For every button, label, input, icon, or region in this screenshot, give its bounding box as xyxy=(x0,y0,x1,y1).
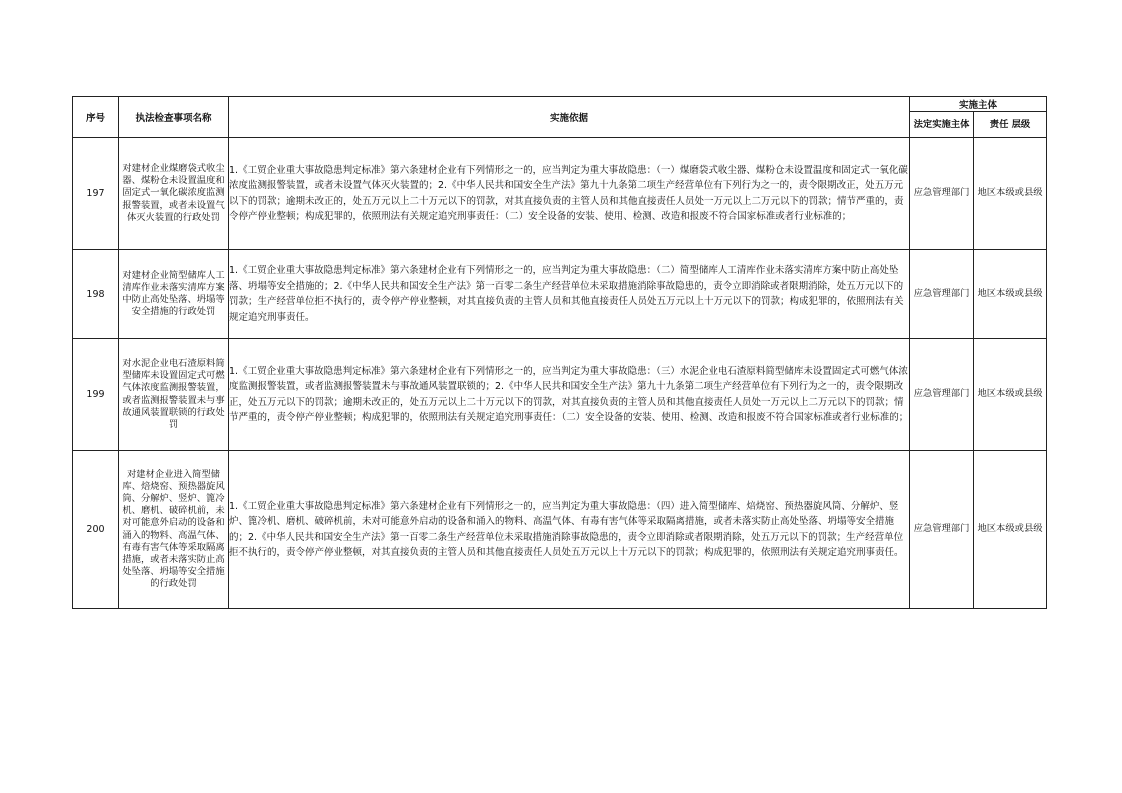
header-item-name: 执法检查事项名称 xyxy=(119,97,229,138)
table-row xyxy=(73,250,1047,339)
row-level: 地区本级或县级 xyxy=(974,250,1047,339)
row-seq: 197 xyxy=(73,138,119,250)
row-legal-subject: 应急管理部门 xyxy=(910,138,974,250)
enforcement-items-table xyxy=(72,96,1047,609)
row-basis: 1.《工贸企业重大事故隐患判定标准》第六条建材企业有下列情形之一的，应当判定为重大事故隐患：（三）水泥企业电石渣原料简型储库未设置固定式可燃气体浓度监测报警装置，或者监测报警装置未与事故通风装置联锁的；2.《中华人民共和国安全生产法》第九十九条第二项生产经营单位有下列行为之一的，责令限期改正，处五万元以下的罚款；逾期未改正的，处五万元以上二十万元以下的罚款，对其直接负责的主管人员和其他直接责任人员处一万元以上二万元以下的罚款；情节严重的，责令停产停业整顿；构成犯罪的，依照刑法有关规定追究刑事责任：（二）安全设备的安装、使用、检测、改造和报废不符合国家标准或者行业标准的； xyxy=(229,339,910,451)
row-item-name: 对水泥企业电石渣原料简型储库未设置固定式可燃气体浓度监测报警装置，或者监测报警装置未与事故通风装置联锁的行政处罚 xyxy=(119,339,229,451)
row-level: 地区本级或县级 xyxy=(974,339,1047,451)
table-row xyxy=(73,451,1047,609)
row-legal-subject: 应急管理部门 xyxy=(910,339,974,451)
row-level: 地区本级或县级 xyxy=(974,451,1047,609)
header-level: 责任 层级 xyxy=(974,112,1047,138)
table-row xyxy=(73,138,1047,250)
row-item-name: 对建材企业进入简型储库、焙烧窑、预热器旋风筒、分解炉、竖炉、篦冷机、磨机、破碎机前，未对可能意外启动的设备和涌入的物料、高温气体、有毒有害气体等采取隔离措施，或者未落实防止高处坠落、坍塌等安全措施的行政处罚 xyxy=(119,451,229,609)
header-legal-subject: 法定实施主体 xyxy=(910,112,974,138)
row-legal-subject: 应急管理部门 xyxy=(910,250,974,339)
row-level: 地区本级或县级 xyxy=(974,138,1047,250)
row-item-name: 对建材企业煤磨袋式收尘器、煤粉仓未设置温度和固定式一氧化碳浓度监测报警装置，或者未设置气体灭火装置的行政处罚 xyxy=(119,138,229,250)
header-basis: 实施依据 xyxy=(229,97,910,138)
table-row xyxy=(73,339,1047,451)
row-basis: 1.《工贸企业重大事故隐患判定标准》第六条建材企业有下列情形之一的，应当判定为重大事故隐患：（二）简型储库人工清库作业未落实清库方案中防止高处坠落、坍塌等安全措施的；2.《中华人民共和国安全生产法》第一百零二条生产经营单位未采取措施消除事故隐患的，责令立即消除或者限期消除，处五万元以下的罚款；生产经营单位拒不执行的，责令停产停业整顿，对其直接负责的主管人员和其他直接责任人员处五万元以上十万元以下的罚款；构成犯罪的，依照刑法有关规定追究刑事责任。 xyxy=(229,250,910,339)
row-seq: 199 xyxy=(73,339,119,451)
row-legal-subject: 应急管理部门 xyxy=(910,451,974,609)
row-basis: 1.《工贸企业重大事故隐患判定标准》第六条建材企业有下列情形之一的，应当判定为重大事故隐患：（四）进入简型储库、焙烧窑、预热器旋风筒、分解炉、竖炉、篦冷机、磨机、破碎机前，未对可能意外启动的设备和涌入的物料、高温气体、有毒有害气体等采取隔离措施，或者未落实防止高处坠落、坍塌等安全措施的；2.《中华人民共和国安全生产法》第一百零二条生产经营单位未采取措施消除事故隐患的，责令立即消除或者限期消除，处五万元以下的罚款；生产经营单位拒不执行的，责令停产停业整顿，对其直接负责的主管人员和其他直接责任人员处五万元以上十万元以下的罚款；构成犯罪的，依照刑法有关规定追究刑事责任。 xyxy=(229,451,910,609)
row-seq: 200 xyxy=(73,451,119,609)
row-basis: 1.《工贸企业重大事故隐患判定标准》第六条建材企业有下列情形之一的，应当判定为重大事故隐患：（一）煤磨袋式收尘器、煤粉仓未设置温度和固定式一氧化碳浓度监测报警装置，或者未设置气体灭火装置的；2.《中华人民共和国安全生产法》第九十九条第二项生产经营单位有下列行为之一的，责令限期改正，处五万元以下的罚款；逾期未改正的，处五万元以上二十万元以下的罚款，对其直接负责的主管人员和其他直接责任人员处一万元以上二万元以下的罚款；情节严重的，责令停产停业整顿；构成犯罪的，依照刑法有关规定追究刑事责任：（二）安全设备的安装、使用、检测、改造和报废不符合国家标准或者行业标准的； xyxy=(229,138,910,250)
header-seq: 序号 xyxy=(73,97,119,138)
row-seq: 198 xyxy=(73,250,119,339)
header-subject-group: 实施主体 xyxy=(910,97,1047,112)
row-item-name: 对建材企业简型储库人工清库作业未落实清库方案中防止高处坠落、坍塌等安全措施的行政处罚 xyxy=(119,250,229,339)
